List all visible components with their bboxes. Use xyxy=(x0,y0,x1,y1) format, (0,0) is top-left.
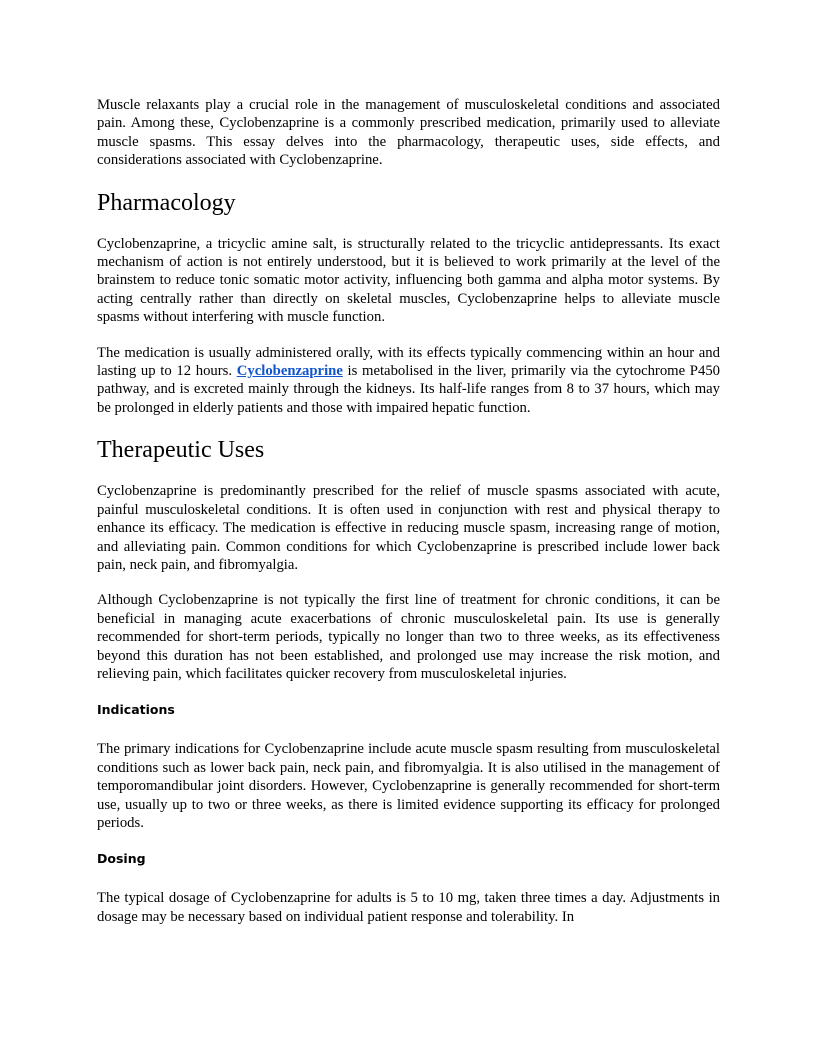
indications-paragraph: The primary indications for Cyclobenzaprine include acute muscle spasm resulting from musculoskeletal conditions such as lower back pain, neck pain, and fibromyalgia. It is also utilised in the management of temporomandibular joint disorders. However, Cyclobenzaprine is generally recommended for short-term use, usually up to two or three weeks, as there is limited evidence supporting its efficacy for prolonged periods. xyxy=(97,741,720,831)
pharmacology-heading: Pharmacology xyxy=(97,189,236,216)
dosing-paragraph: The typical dosage of Cyclobenzaprine for adults is 5 to 10 mg, taken three times a day. Adjustments in dosage may be necessary based on individual patient response and tolerability. In xyxy=(97,890,720,925)
therapeutic-paragraph-1: Cyclobenzaprine is predominantly prescribed for the relief of muscle spasms associated with acute, painful musculoskeletal conditions. It is often used in conjunction with rest and physical therapy to enhance its efficacy. The medication is effective in reducing muscle spasm, increasing range of motion, and alleviating pain. Common conditions for which Cyclobenzaprine is prescribed include lower back pain, neck pain, and fibromyalgia. xyxy=(97,483,720,573)
indications-heading: Indications xyxy=(97,702,175,718)
document-page xyxy=(97,96,720,926)
intro-paragraph: Muscle relaxants play a crucial role in the management of musculoskeletal conditions and associated pain. Among these, Cyclobenzaprine is a commonly prescribed medication, primarily used to alleviate muscle spasms. This essay delves into the pharmacology, therapeutic uses, side effects, and considerations associated with Cyclobenzaprine. xyxy=(97,97,720,169)
pharmacology-p2-before: The medication is usually administered orally, with its effects typically commencing within an hour and lasting up to 12 hours. xyxy=(97,344,720,380)
dosing-heading: Dosing xyxy=(97,851,146,867)
therapeutic-paragraph-2: Although Cyclobenzaprine is not typically the first line of treatment for chronic conditions, it can be beneficial in managing acute exacerbations of chronic musculoskeletal pain. Its use is generally recommended for short-term periods, typically no longer than two to three weeks, as its effectiveness beyond this duration has not been established, and prolonged use may increase the risk motion, and relieving pain, which facilitates quicker recovery from musculoskeletal injuries. xyxy=(97,592,720,682)
cyclobenzaprine-link[interactable]: Cyclobenzaprine xyxy=(236,363,343,380)
pharmacology-paragraph-2 xyxy=(97,344,720,418)
therapeutic-uses-heading: Therapeutic Uses xyxy=(97,437,265,464)
pharmacology-p2-after: is metabolised in the liver, primarily via the cytochrome P450 pathway, and is excreted mainly through the kidneys. Its half-life ranges from 8 to 37 hours, which may be prolonged in elderly patients and those with impaired hepatic function. xyxy=(97,363,721,416)
pharmacology-paragraph-1: Cyclobenzaprine, a tricyclic amine salt, is structurally related to the tricyclic antidepressants. Its exact mechanism of action is not entirely understood, but it is believed to work primarily at the level of the brainstem to reduce tonic somatic motor activity, influencing both gamma and alpha motor systems. By acting centrally rather than directly on skeletal muscles, Cyclobenzaprine helps to alleviate muscle spasms without interfering with muscle function. xyxy=(97,235,720,326)
